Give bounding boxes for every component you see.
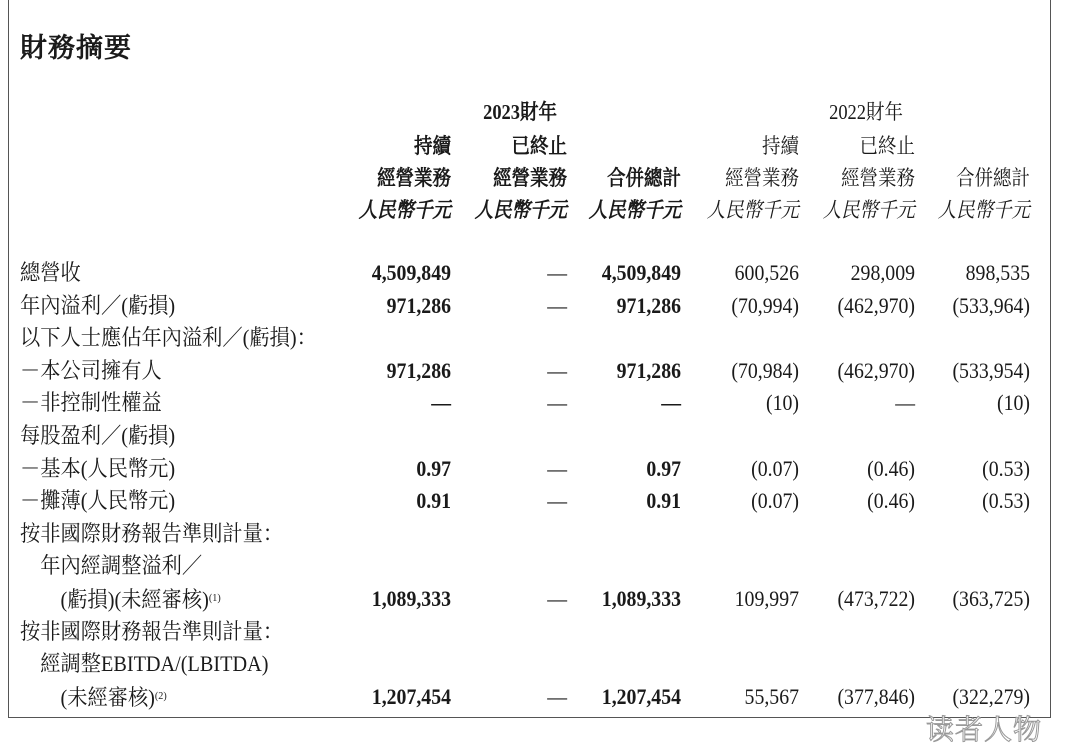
cell-value: 1,089,333 <box>601 586 681 611</box>
cell-value: 0.91 <box>646 488 681 514</box>
cell-value: (0.07) <box>751 455 799 481</box>
fiscal-year-2022-header: 2022財年 <box>829 100 903 124</box>
table-row <box>0 452 1050 485</box>
cell-value: 0.91 <box>416 488 451 514</box>
cell-value: (10) <box>997 390 1030 416</box>
row-label-text: 年內經調整溢利／ <box>20 553 203 579</box>
cell-value: — <box>547 292 567 318</box>
cell-value: — <box>895 390 915 416</box>
cell-value: 600,526 <box>734 260 799 285</box>
cell-value: 1,207,454 <box>601 683 681 709</box>
cell-value: — <box>547 455 567 481</box>
cell-value: (0.46) <box>867 455 915 481</box>
column-header-line1: 持續 <box>414 134 451 158</box>
row-label <box>20 484 175 517</box>
column-unit: 人民幣千元 <box>822 198 915 222</box>
cell-value: 971,286 <box>386 357 451 383</box>
cell-value: (0.46) <box>867 488 915 514</box>
cell-value: (473,722) <box>837 586 915 611</box>
row-label <box>20 680 167 714</box>
column-header-line1: 已終止 <box>859 134 915 158</box>
cell-value: 1,207,454 <box>371 683 451 709</box>
cell-value: 298,009 <box>850 260 915 285</box>
cell-value: 4,509,849 <box>371 260 451 285</box>
cell-value: — <box>431 390 451 416</box>
column-unit: 人民幣千元 <box>358 198 451 222</box>
row-label-text: 以下人士應佔年內溢利／(虧損)： <box>20 325 317 351</box>
row-label-text: (虧損)(未經審核) <box>20 587 209 612</box>
cell-value: (377,846) <box>837 683 915 709</box>
frame-right-border <box>1050 0 1051 718</box>
cell-value: 0.97 <box>646 455 681 481</box>
cell-value: — <box>547 586 567 611</box>
row-label-text: －非控制性權益 <box>20 390 162 416</box>
frame-bottom-border <box>8 717 1051 718</box>
cell-value: 898,535 <box>965 260 1030 285</box>
cell-value: — <box>547 357 567 383</box>
row-label <box>20 354 162 387</box>
column-header-line2: 經營業務 <box>725 166 799 190</box>
table-row <box>0 354 1050 387</box>
row-label-text: 每股盈利／(虧損) <box>20 423 176 448</box>
row-label <box>20 647 268 680</box>
watermark: 读者人物 <box>926 713 1043 746</box>
column-unit: 人民幣千元 <box>937 198 1030 222</box>
row-label <box>20 321 317 354</box>
row-label-text: 經調整EBITDA/(LBITDA) <box>20 651 269 677</box>
cell-value: 55,567 <box>744 683 799 709</box>
table-row <box>0 256 1050 289</box>
table-row <box>0 582 1050 615</box>
row-label-text: (未經審核) <box>20 684 155 710</box>
table-row <box>0 549 1050 582</box>
row-label-text: －本公司擁有人 <box>20 357 162 383</box>
table-row <box>0 419 1050 452</box>
column-header-line2: 經營業務 <box>493 166 567 190</box>
cell-value: (70,994) <box>731 292 799 318</box>
table-row <box>0 517 1050 550</box>
row-label <box>20 452 175 485</box>
cell-value: (0.53) <box>982 488 1030 514</box>
cell-value: (533,964) <box>952 292 1030 318</box>
column-unit: 人民幣千元 <box>474 198 567 222</box>
row-label-text: 年內溢利／(虧損) <box>20 292 176 318</box>
cell-value: — <box>547 488 567 514</box>
column-header-line1: 持續 <box>762 134 799 158</box>
row-label-text: 總營收 <box>20 260 81 285</box>
row-label <box>20 289 175 322</box>
table-row <box>0 615 1050 648</box>
table-row <box>0 680 1050 713</box>
row-label <box>20 549 202 582</box>
column-header-line2: 合併總計 <box>956 166 1030 190</box>
cell-value: (363,725) <box>952 586 1030 611</box>
row-label <box>20 419 175 452</box>
fiscal-year-2023-header: 2023財年 <box>483 100 557 124</box>
cell-value: 1,089,333 <box>371 586 451 611</box>
column-header-line2: 合併總計 <box>607 166 681 190</box>
column-header-line1: 已終止 <box>511 134 567 158</box>
footnote-marker: (1) <box>208 592 221 604</box>
cell-value: — <box>547 683 567 709</box>
column-header-line2: 經營業務 <box>377 166 451 190</box>
cell-value: (322,279) <box>952 683 1030 709</box>
cell-value: (70,984) <box>731 357 799 383</box>
row-label-text: 按非國際財務報告準則計量： <box>20 618 284 644</box>
cell-value: 971,286 <box>386 292 451 318</box>
column-header-line2: 經營業務 <box>841 166 915 190</box>
cell-value: 971,286 <box>616 292 681 318</box>
table-row <box>0 386 1050 419</box>
footnote-marker: (2) <box>154 689 167 702</box>
cell-value: — <box>547 390 567 416</box>
table-row <box>0 484 1050 517</box>
row-label-text: －基本(人民幣元) <box>20 455 176 481</box>
row-label <box>20 386 162 419</box>
cell-value: 971,286 <box>616 357 681 383</box>
cell-value: (0.07) <box>751 488 799 514</box>
row-label <box>20 256 81 289</box>
cell-value: (10) <box>766 390 799 416</box>
cell-value: (0.53) <box>982 455 1030 481</box>
cell-value: — <box>661 390 681 416</box>
table-row <box>0 647 1050 680</box>
row-label <box>20 582 221 616</box>
row-label <box>20 615 283 648</box>
column-unit: 人民幣千元 <box>706 198 799 222</box>
row-label-text: 按非國際財務報告準則計量： <box>20 520 284 546</box>
table-row <box>0 289 1050 322</box>
cell-value: (533,954) <box>952 357 1030 383</box>
cell-value: 109,997 <box>734 586 799 611</box>
cell-value: 0.97 <box>416 455 451 481</box>
row-label-text: －攤薄(人民幣元) <box>20 488 176 514</box>
row-label <box>20 517 283 550</box>
cell-value: (462,970) <box>837 357 915 383</box>
cell-value: — <box>547 260 567 285</box>
cell-value: (462,970) <box>837 292 915 318</box>
column-unit: 人民幣千元 <box>588 198 681 222</box>
table-row <box>0 321 1050 354</box>
page-title: 財務摘要 <box>20 33 132 64</box>
cell-value: 4,509,849 <box>601 260 681 285</box>
